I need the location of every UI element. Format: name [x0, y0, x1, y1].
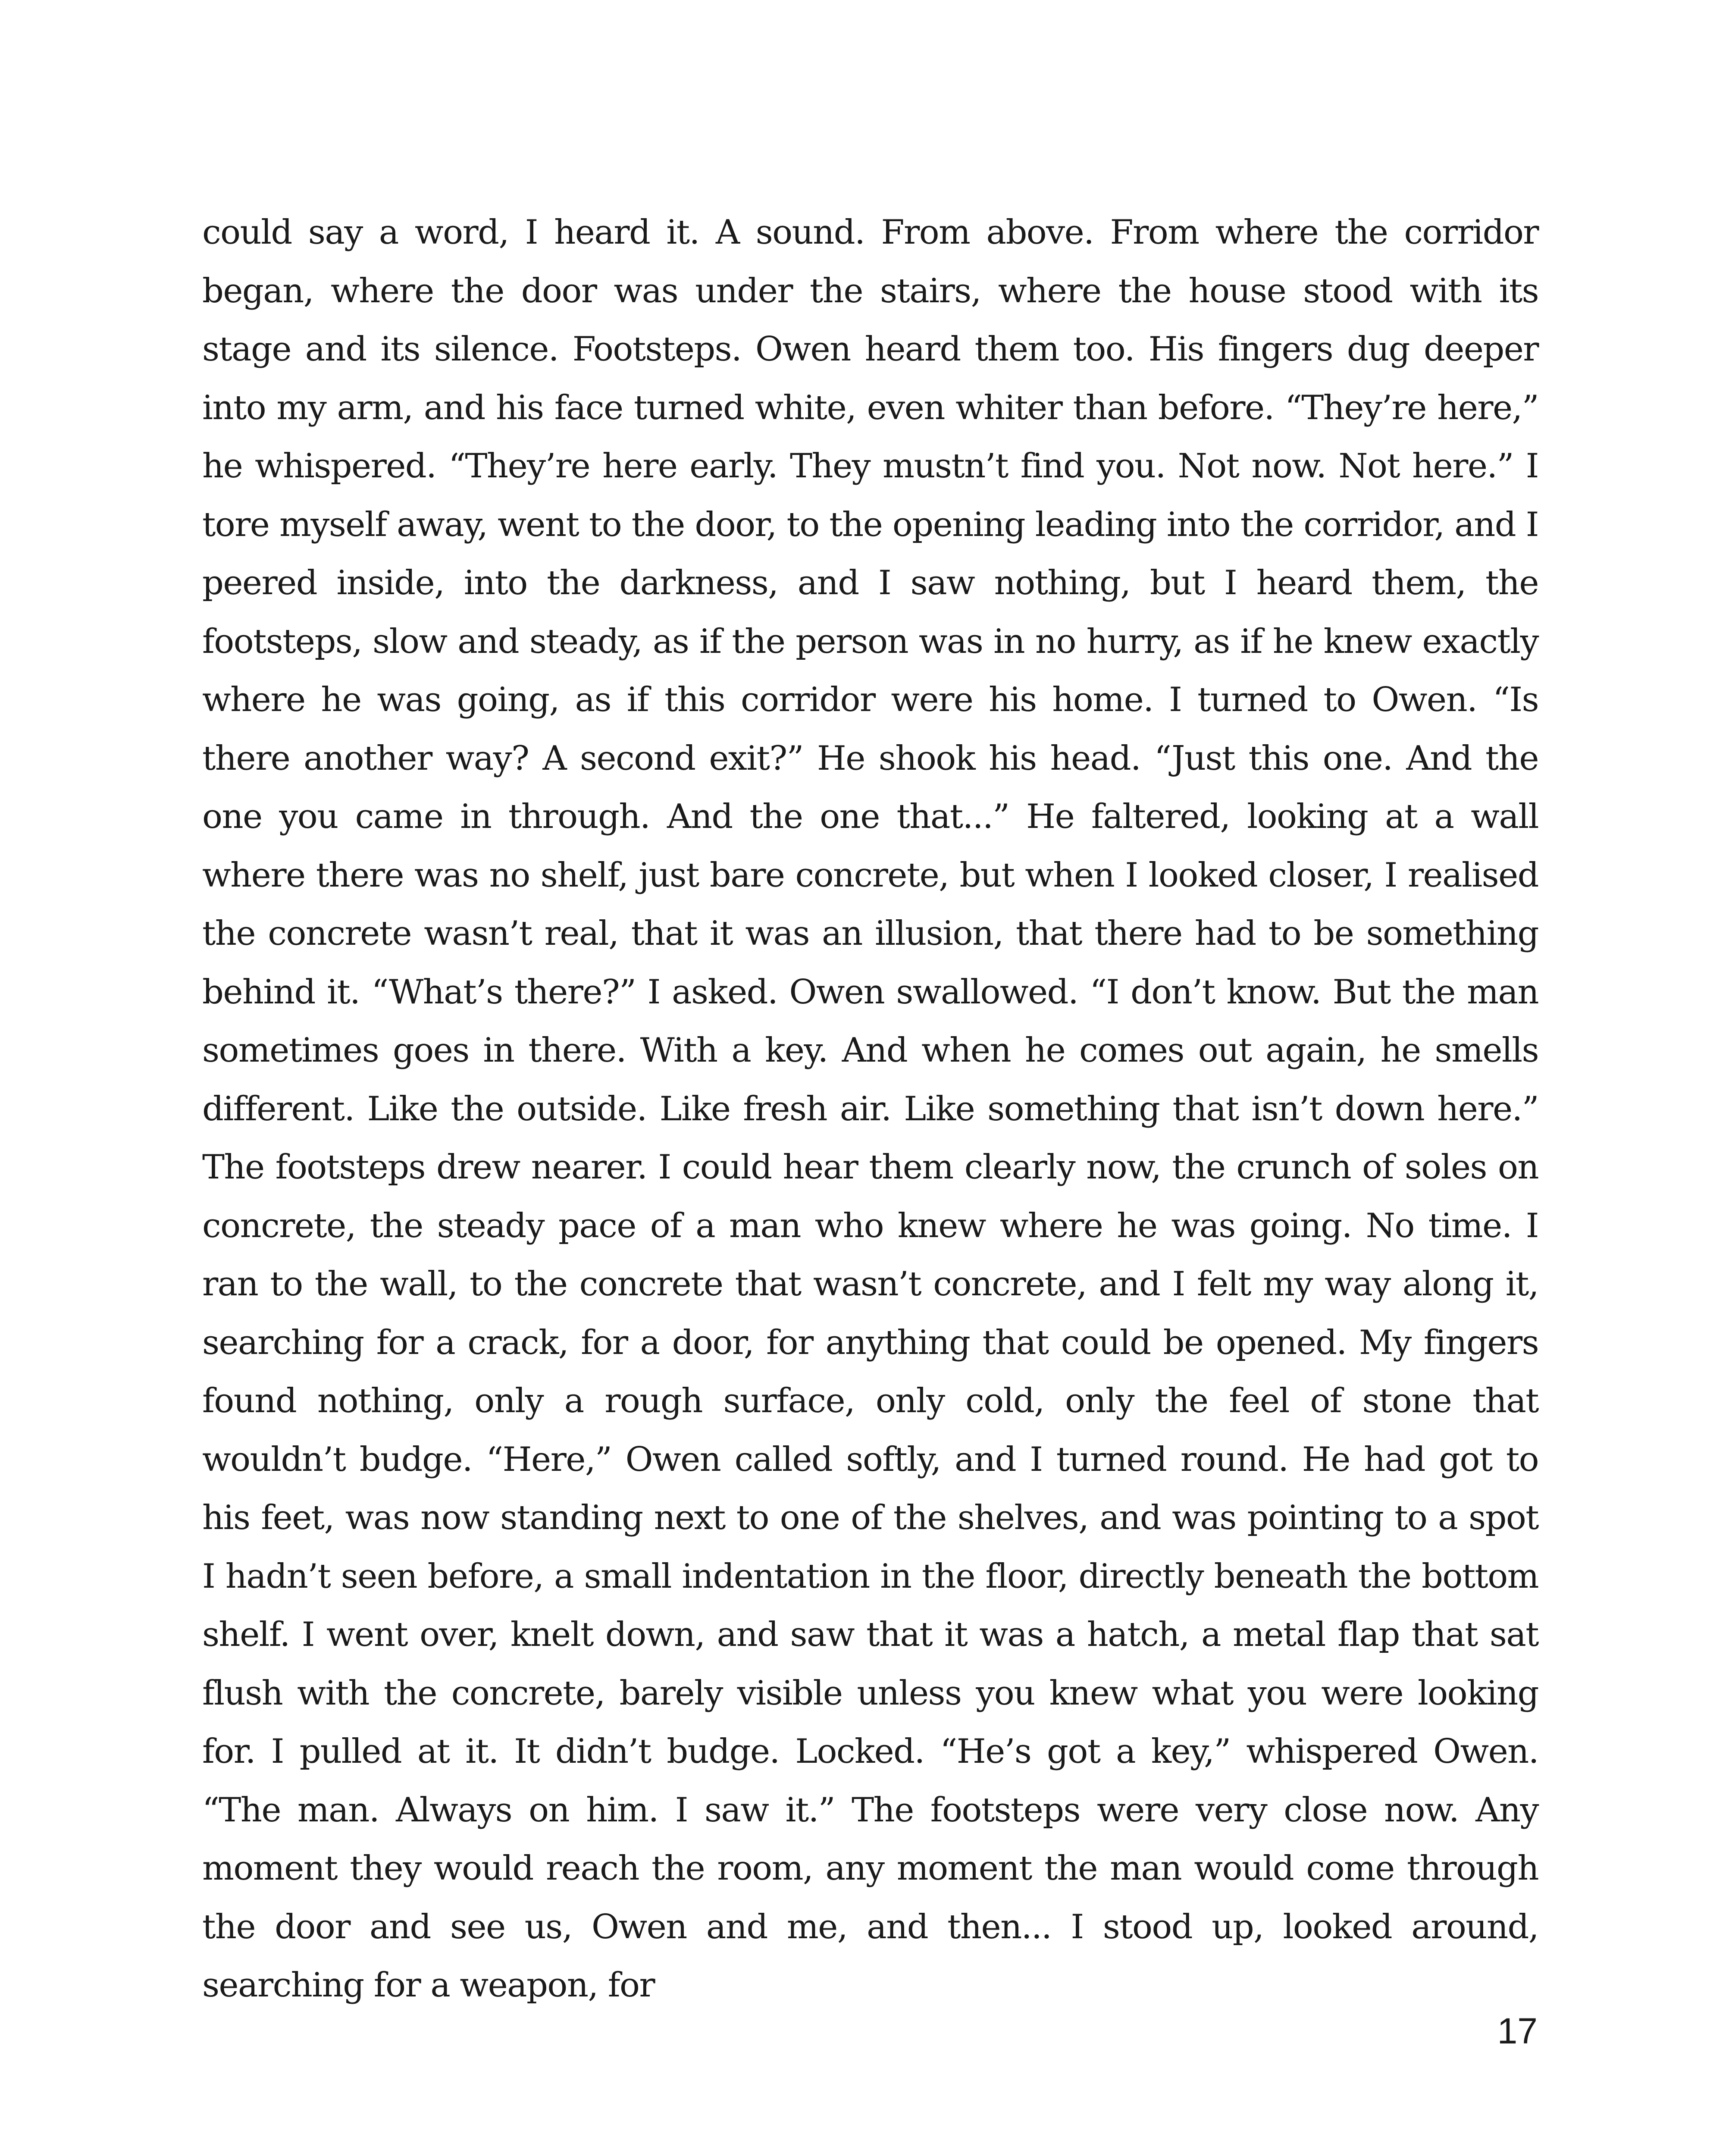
page-number: 17 — [1497, 2011, 1538, 2051]
body-paragraph: could say a word, I heard it. A sound. From above. From where the corridor began, where the door was under the stairs, where the house stood with its stage and its silence. Footsteps. Owen heard them too. His fingers dug deeper into my arm, and his face turned white, even whiter than before. “They’re here,” he whispered. “They’re here early. They mustn’t find you. Not now. Not here.” I tore myself away, went to the door, to the opening leading into the corridor, and I peered inside, into the darkness, and I saw nothing, but I heard them, the footsteps, slow and steady, as if the person was in no hurry, as if he knew exactly where he was going, as if this corridor were his home. I turned to Owen. “Is there another way? A second exit?” He shook his head. “Just this one. And the one you came in through. And the one that...” He faltered, looking at a wall where there was no shelf, just bare concrete, but when I looked closer, I realised the concrete wasn’t real, that it was an illusion, that there had to be something behind it. “What’s there?” I asked. Owen swallowed. “I don’t know. But the man sometimes goes in there. With a key. And when he comes out again, he smells different. Like the outside. Like fresh air. Like something that isn’t down here.” The footsteps drew nearer. I could hear them clearly now, the crunch of soles on concrete, the steady pace of a man who knew where he was going. No time. I ran to the wall, to the concrete that wasn’t concrete, and I felt my way along it, searching for a crack, for a door, for anything that could be opened. My fingers found nothing, only a rough surface, only cold, only the feel of stone that wouldn’t budge. “Here,” Owen called softly, and I turned round. He had got to his feet, was now standing next to one of the shelves, and was pointing to a spot I hadn’t seen before, a small indentation in the floor, directly beneath the bottom shelf. I went over, knelt down, and saw that it was a hatch, a metal flap that sat flush with the concrete, barely visible unless you knew what you were looking for. I pulled at it. It didn’t budge. Locked. “He’s got a key,” whispered Owen. “The man. Always on him. I saw it.” The footsteps were very close now. Any moment they would reach the room, any moment the man would come through the door and see us, Owen and me, and then... I stood up, looked around, searching for a weapon, for — [202, 213, 1538, 2005]
